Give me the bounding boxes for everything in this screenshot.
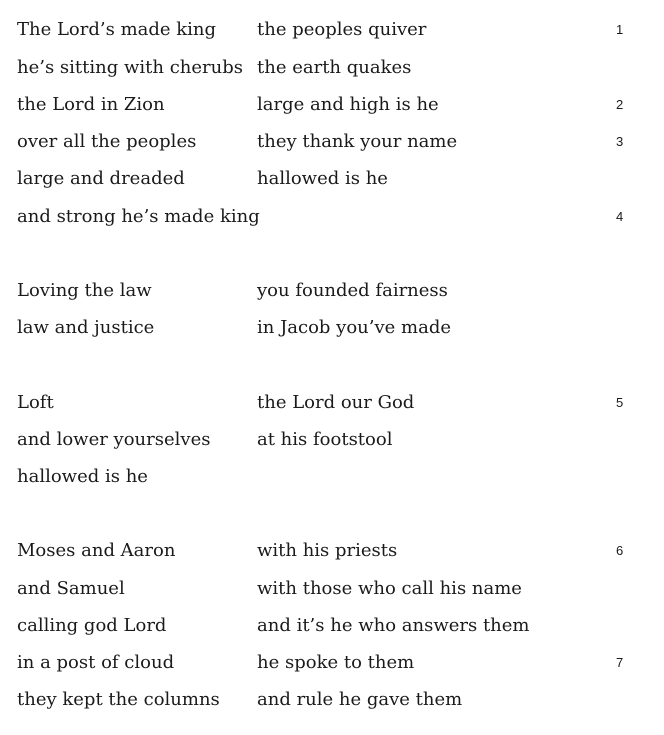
line-first-half: over all the peoples	[17, 131, 197, 152]
verse-line	[0, 612, 664, 642]
line-first-half: and lower yourselves	[17, 429, 211, 450]
verse-line	[0, 537, 664, 567]
line-second-half: in Jacob you’ve made	[257, 317, 452, 338]
verse-line	[0, 686, 664, 716]
line-second-half: and rule he gave them	[257, 689, 463, 710]
line-second-half: they thank your name	[257, 131, 458, 152]
line-second-half: the earth quakes	[257, 57, 412, 78]
verse-number: 1	[616, 22, 624, 37]
verse-line	[0, 91, 664, 121]
verse-line	[0, 203, 664, 233]
line-first-half: the Lord in Zion	[17, 94, 165, 115]
line-first-half: calling god Lord	[17, 615, 167, 636]
line-first-half: hallowed is he	[17, 466, 148, 487]
line-first-half: and strong he’s made king	[17, 206, 260, 227]
verse-line	[0, 649, 664, 679]
verse-number: 2	[616, 97, 624, 112]
line-first-half: Moses and Aaron	[17, 540, 176, 561]
verse-number: 6	[616, 543, 624, 558]
line-first-half: Loft	[17, 392, 54, 413]
verse-line	[0, 463, 664, 493]
line-first-half: they kept the columns	[17, 689, 220, 710]
verse-number: 3	[616, 134, 624, 149]
verse-line	[0, 277, 664, 307]
verse-line	[0, 165, 664, 195]
line-first-half: and Samuel	[17, 578, 125, 599]
line-second-half: the peoples quiver	[257, 19, 427, 40]
line-second-half: he spoke to them	[257, 652, 415, 673]
line-second-half: hallowed is he	[257, 168, 388, 189]
line-first-half: he’s sitting with cherubs	[17, 57, 243, 78]
line-second-half: with those who call his name	[257, 578, 522, 599]
line-first-half: Loving the law	[17, 280, 152, 301]
verse-line	[0, 426, 664, 456]
line-first-half: large and dreaded	[17, 168, 185, 189]
verse-line	[0, 54, 664, 84]
line-second-half: the Lord our God	[257, 392, 415, 413]
verse-line	[0, 16, 664, 46]
line-second-half: and it’s he who answers them	[257, 615, 530, 636]
verse-number: 7	[616, 655, 624, 670]
verse-line	[0, 128, 664, 158]
line-first-half: law and justice	[17, 317, 155, 338]
line-first-half: The Lord’s made king	[17, 19, 217, 40]
line-second-half: you founded fairness	[257, 280, 448, 301]
verse-number: 5	[616, 395, 624, 410]
line-first-half: in a post of cloud	[17, 652, 175, 673]
line-second-half: at his footstool	[257, 429, 393, 450]
verse-line	[0, 314, 664, 344]
line-second-half: large and high is he	[257, 94, 439, 115]
verse-line	[0, 575, 664, 605]
verse-number: 4	[616, 209, 624, 224]
line-second-half: with his priests	[257, 540, 398, 561]
verse-line	[0, 389, 664, 419]
